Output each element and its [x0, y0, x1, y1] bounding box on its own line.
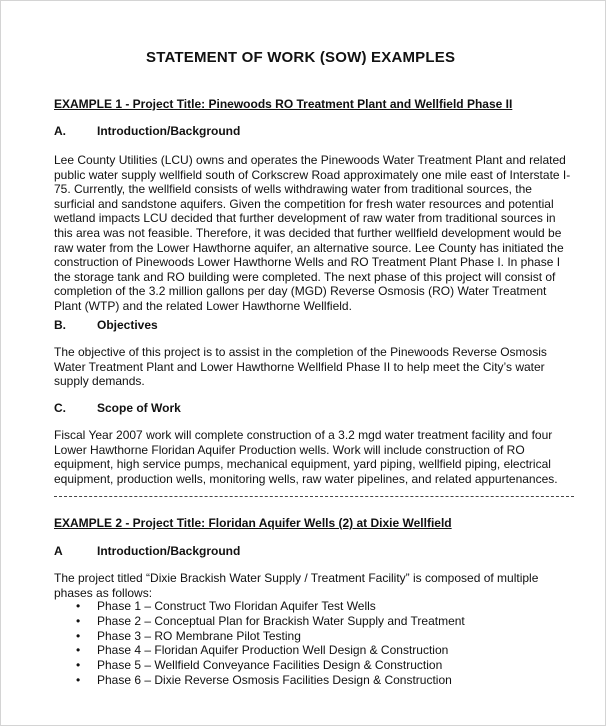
list-item-text: Phase 3 – RO Membrane Pilot Testing: [97, 628, 301, 643]
list-item: [76, 658, 465, 673]
text-line: The project titled “Dixie Brackish Water Supply / Treatment Facility” is composed of multiple: [54, 571, 539, 585]
section-number: A: [54, 544, 63, 558]
bullet-icon: •: [76, 672, 81, 687]
section-number: B.: [54, 318, 66, 332]
text-line: equipment, production wells, monitoring wells, raw water pipelines, and related appurtenances.: [54, 471, 558, 486]
section-divider: [54, 496, 574, 497]
text-line: construction of Pinewoods Lower Hawthorne Wells and RO Treatment Plant Phase I. In phase I: [54, 255, 561, 270]
list-item-text: Phase 5 – Wellfield Conveyance Facilities Design & Construction: [97, 658, 443, 673]
list-item-text: Phase 1 – Construct Two Floridan Aquifer Test Wells: [97, 599, 376, 613]
text-line: Lower Hawthorne Floridan Aquifer Production wells. Work will include construction of RO: [54, 442, 525, 457]
section-number: C.: [54, 401, 66, 415]
example1-section-b-heading: [54, 318, 158, 332]
text-line: 75. Currently, the wellfield consists of wells withdrawing water from traditional sources, the: [54, 182, 532, 197]
text-line: this area was not feasible. Therefore, it was decided that further wellfield development would be: [54, 225, 562, 240]
text-line: completion of the 3.2 million gallons per day (MGD) Reverse Osmosis (RO) Water Treatment: [54, 284, 547, 299]
bullet-icon: •: [76, 643, 81, 658]
list-item: [76, 643, 465, 658]
phases-list: [76, 599, 465, 688]
bullet-icon: •: [76, 599, 81, 613]
example2-section-a-heading: [54, 544, 240, 558]
text-line: equipment, high service pumps, mechanical equipment, yard piping, wellfield piping, electrical: [54, 457, 551, 472]
section-title: Scope of Work: [97, 401, 181, 415]
list-item-text: Phase 2 – Conceptual Plan for Brackish Water Supply and Treatment: [97, 613, 465, 628]
text-line: the storage tank and RO building were completed. The next phase of this project will consist of: [54, 269, 556, 284]
document-title: STATEMENT OF WORK (SOW) EXAMPLES: [146, 49, 456, 66]
bullet-icon: •: [76, 628, 81, 643]
list-item: [76, 599, 465, 614]
example1-heading: EXAMPLE 1 - Project Title: Pinewoods RO Treatment Plant and Wellfield Phase II: [54, 97, 513, 111]
text-line: wetland impacts LCU decided that further development of raw water from traditional sources in: [54, 211, 556, 226]
text-line: raw water from the Lower Hawthorne aquifer, an alternative source. Lee County has initiated the: [54, 240, 564, 255]
list-item: [76, 673, 465, 688]
list-item-text: Phase 6 – Dixie Reverse Osmosis Facilities Design & Construction: [97, 672, 452, 687]
bullet-icon: •: [76, 613, 81, 628]
example2-heading: EXAMPLE 2 - Project Title: Floridan Aquifer Wells (2) at Dixie Wellfield: [54, 516, 452, 530]
example1-section-a-heading: [54, 124, 240, 138]
example2-section-a-body: [54, 571, 574, 600]
list-item-text: Phase 4 – Floridan Aquifer Production Well Design & Construction: [97, 643, 449, 658]
text-line: Lee County Utilities (LCU) owns and operates the Pinewoods Water Treatment Plant and related: [54, 153, 566, 167]
list-item: [76, 614, 465, 629]
text-line: supply demands.: [54, 374, 145, 389]
text-line: Water Treatment Plant and Lower Hawthorne Wellfield Phase II to help meet the City’s water: [54, 359, 545, 374]
bullet-icon: •: [76, 658, 81, 673]
text-line: surficial and sandstone aquifers. Given the competition for fresh water resources and potential: [54, 196, 554, 211]
text-line: Fiscal Year 2007 work will complete construction of a 3.2 mgd water treatment facility and four: [54, 428, 553, 442]
section-title: Introduction/Background: [97, 124, 241, 138]
section-number: A.: [54, 124, 66, 138]
text-line: phases as follows:: [54, 585, 153, 600]
section-title: Introduction/Background: [97, 544, 241, 558]
example1-section-c-heading: [54, 401, 181, 415]
example1-section-b-body: [54, 345, 574, 389]
list-item: [76, 629, 465, 644]
example1-section-a-body: [54, 153, 574, 314]
section-title: Objectives: [97, 318, 158, 332]
text-line: public water supply wellfield south of Corkscrew Road approximately one mile east of Interstate I-: [54, 167, 571, 182]
example1-section-c-body: [54, 428, 574, 486]
text-line: Plant (WTP) and the related Lower Hawthorne Wellfield.: [54, 298, 352, 313]
text-line: The objective of this project is to assist in the completion of the Pinewoods Reverse Osmosis: [54, 345, 547, 359]
